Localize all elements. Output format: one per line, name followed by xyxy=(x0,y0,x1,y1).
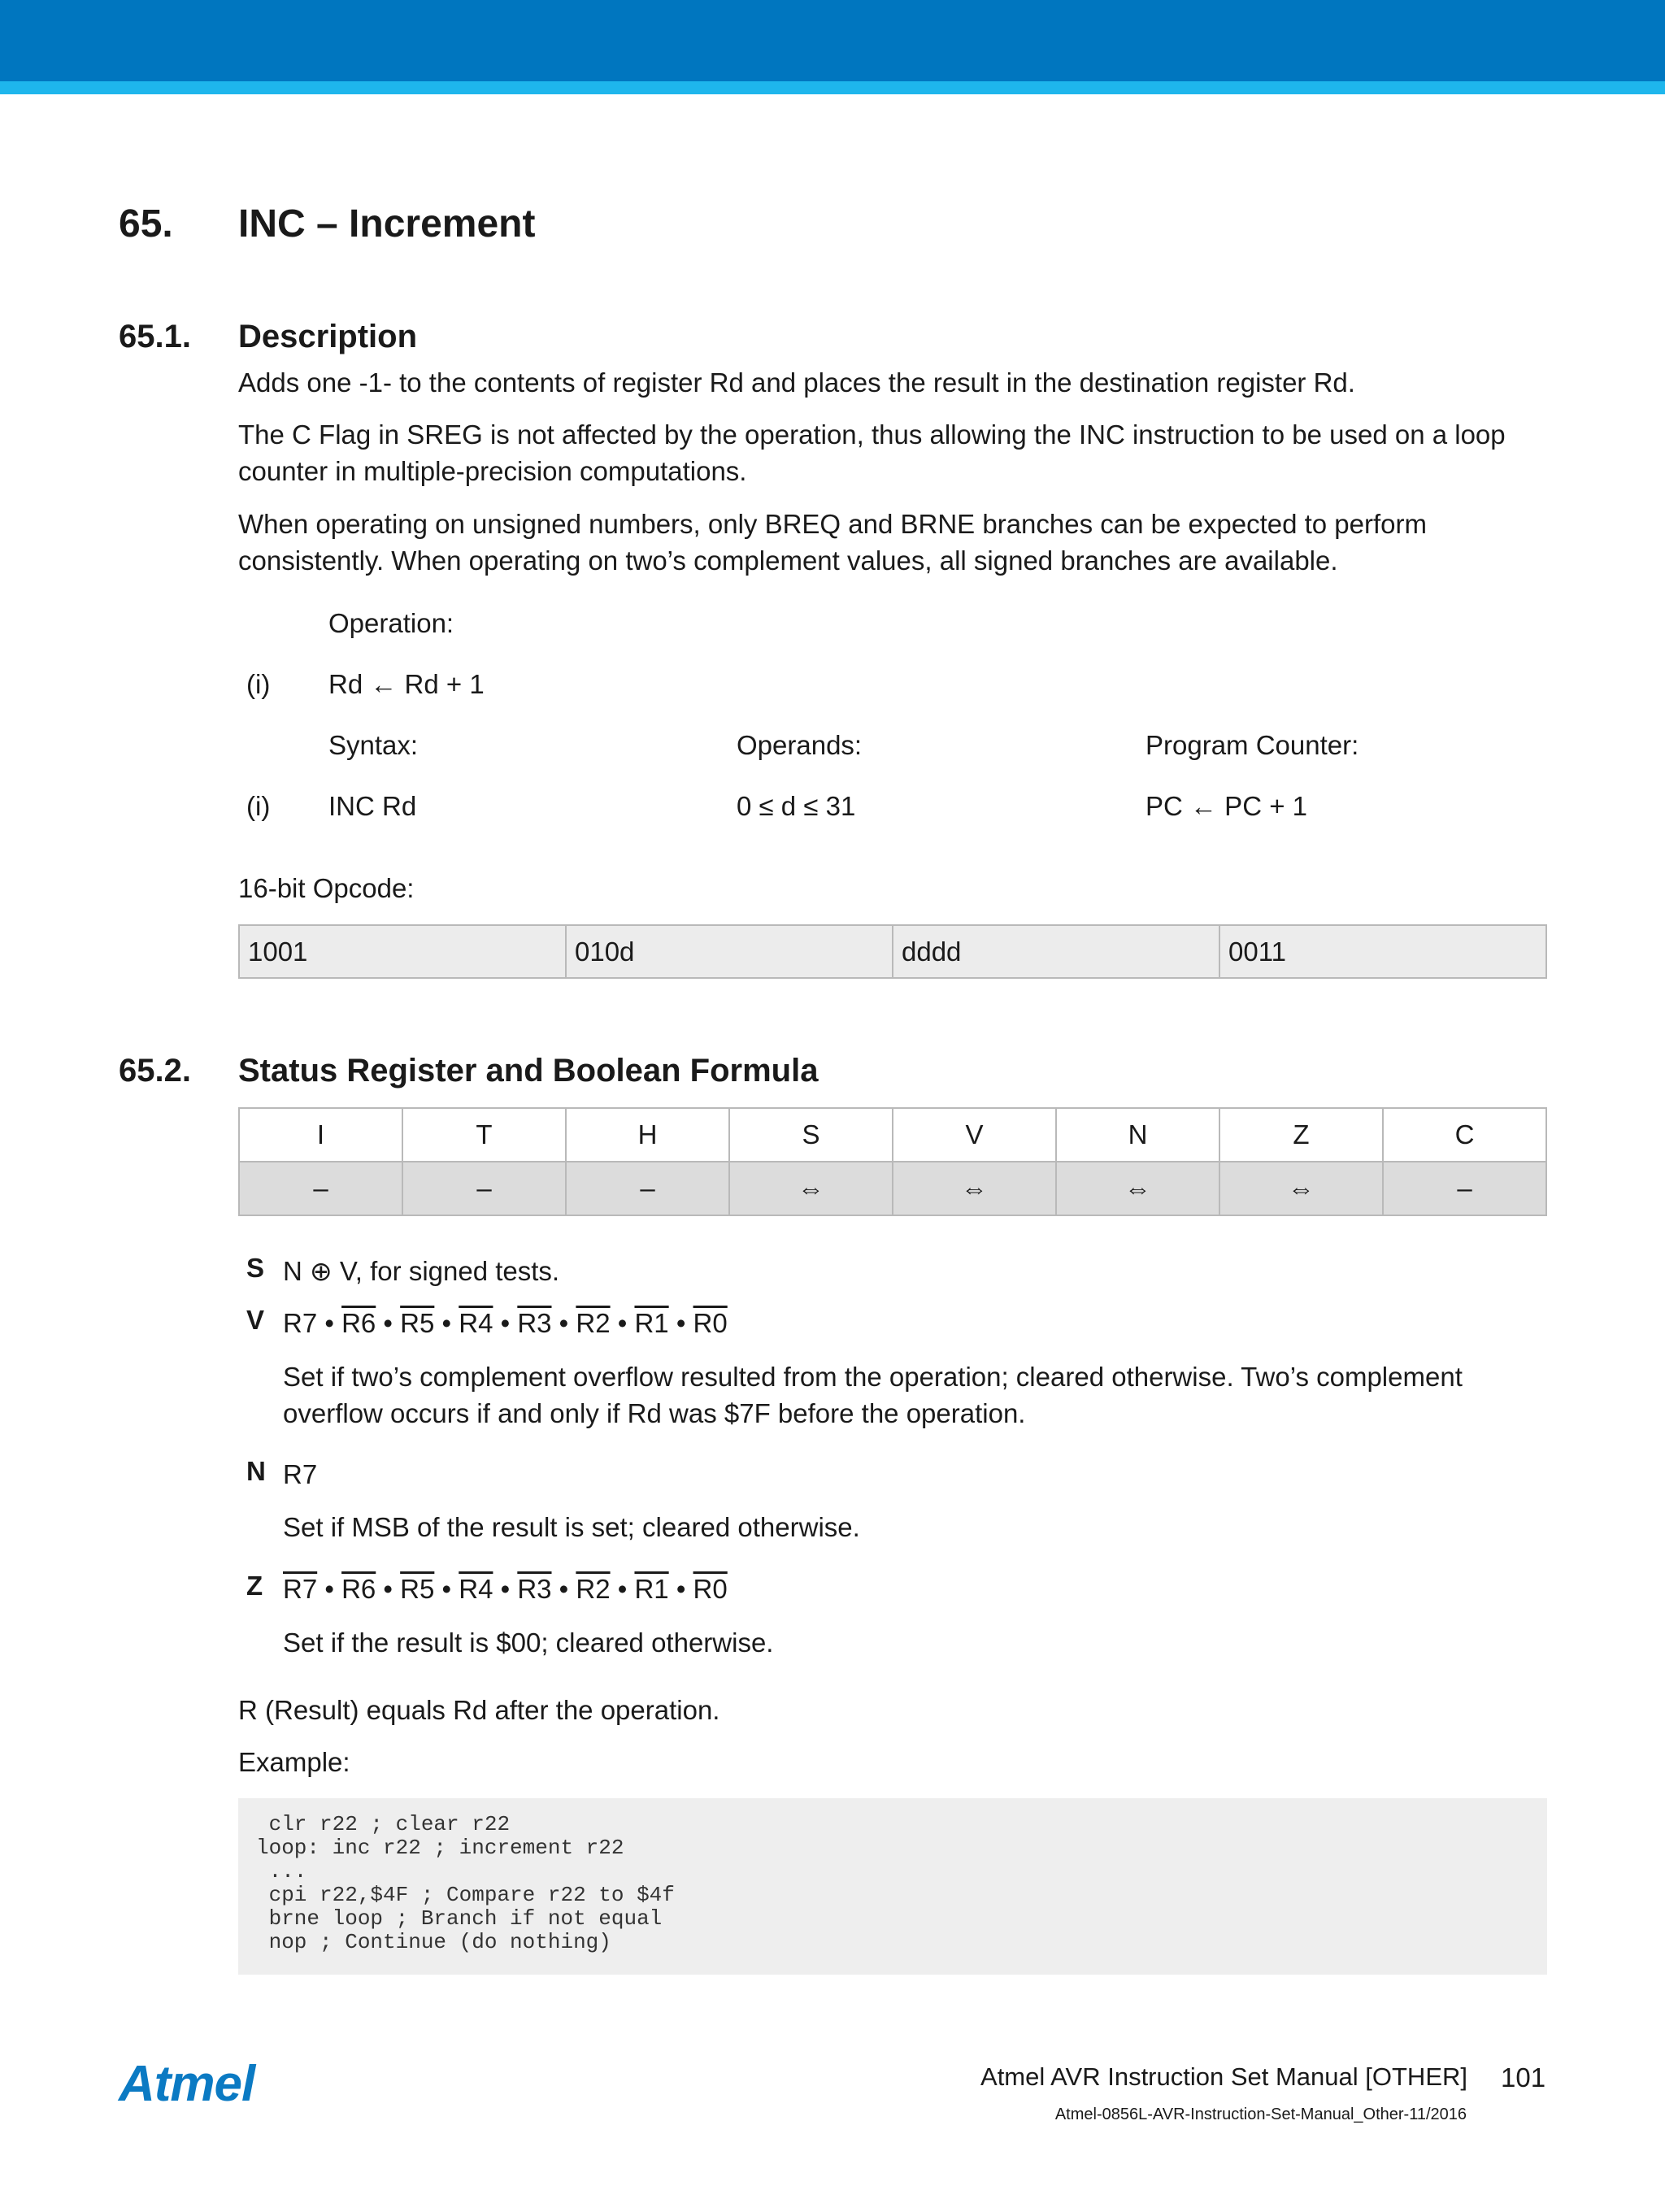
formula-term: R7 xyxy=(283,1308,318,1338)
syntax-label: Syntax: xyxy=(328,730,419,760)
flag-header: I xyxy=(239,1108,402,1162)
section-title: INC – Increment xyxy=(238,202,536,246)
flag-v-formula: R7 • R6 • R5 • R4 • R3 • R2 • R1 • R0 xyxy=(283,1308,728,1338)
formula-term-negated: R4 xyxy=(459,1574,493,1604)
description-paragraph-2: The C Flag in SREG is not affected by the operation, thus allowing the INC instruction to be used on a loop counter in multiple-precision computations. xyxy=(238,419,1506,486)
flag-header: H xyxy=(566,1108,729,1162)
flag-v-description: Set if two’s complement overflow resulted from the operation; cleared otherwise. Two’s complement overflow occurs if and only if Rd was $7F before the operation. xyxy=(283,1362,1463,1428)
flag-value: ⇔ xyxy=(1056,1162,1219,1215)
flag-header: S xyxy=(729,1108,893,1162)
flag-value: – xyxy=(566,1162,729,1215)
formula-term-negated: R6 xyxy=(341,1574,376,1604)
operands-value: 0 ≤ d ≤ 31 xyxy=(737,791,856,821)
flag-z-formula: R7 • R6 • R5 • R4 • R3 • R2 • R1 • R0 xyxy=(283,1574,728,1604)
description-paragraph-3: When operating on unsigned numbers, only BREQ and BRNE branches can be expected to perform consistently. When operating on two’s complement values, all signed branches are available. xyxy=(238,509,1428,576)
flag-v-letter: V xyxy=(246,1305,265,1335)
footer-manual-title: Atmel AVR Instruction Set Manual [OTHER] xyxy=(980,2062,1467,2091)
opcode-table xyxy=(238,924,1547,979)
formula-term-negated: R0 xyxy=(693,1308,728,1338)
flag-z-letter: Z xyxy=(246,1571,263,1601)
formula-term-negated: R7 xyxy=(283,1574,318,1604)
flag-value: ⇔ xyxy=(729,1162,893,1215)
opcode-cell: 010d xyxy=(566,925,893,978)
program-counter-label: Program Counter: xyxy=(1146,730,1359,760)
formula-term-negated: R5 xyxy=(400,1574,435,1604)
flag-header: N xyxy=(1056,1108,1219,1162)
operands-label: Operands: xyxy=(737,730,863,760)
formula-term-negated: R3 xyxy=(517,1574,552,1604)
subsection-number-description: 65.1. xyxy=(119,319,191,354)
flag-n-description: Set if MSB of the result is set; cleared otherwise. xyxy=(283,1512,860,1542)
code-text: clr r22 ; clear r22 loop: inc r22 ; increment r22 ... cpi r22,$4F ; Compare r22 to $4f brne loop ; Branch if not equal nop ; Continue (do nothing) xyxy=(256,1812,675,1954)
formula-term-negated: R2 xyxy=(576,1308,611,1338)
example-label: Example: xyxy=(238,1747,350,1777)
opcode-cell: 1001 xyxy=(239,925,566,978)
flag-header: V xyxy=(893,1108,1056,1162)
subsection-number-status: 65.2. xyxy=(119,1053,191,1089)
formula-term-negated: R5 xyxy=(400,1308,435,1338)
formula-term-negated: R6 xyxy=(341,1308,376,1338)
subsection-title-status: Status Register and Boolean Formula xyxy=(238,1053,819,1089)
flag-value: – xyxy=(402,1162,566,1215)
program-counter-value: PC ← PC + 1 xyxy=(1146,791,1307,821)
footer-page-number: 101 xyxy=(1501,2062,1546,2092)
operation-formula: Rd ← Rd + 1 xyxy=(328,669,485,699)
flag-header: T xyxy=(402,1108,566,1162)
subsection-title-description: Description xyxy=(238,319,418,354)
operation-index: (i) xyxy=(246,669,271,699)
status-register-table xyxy=(238,1107,1547,1216)
flag-value: ⇔ xyxy=(893,1162,1056,1215)
opcode-cell: 0011 xyxy=(1219,925,1546,978)
formula-term-negated: R1 xyxy=(634,1574,669,1604)
flag-n-formula: R7 xyxy=(283,1459,318,1489)
header-stripe xyxy=(0,81,1665,94)
atmel-logo: Atmel xyxy=(119,2056,255,2112)
section-number: 65. xyxy=(119,202,173,246)
formula-term-negated: R3 xyxy=(517,1308,552,1338)
flag-n-letter: N xyxy=(246,1456,266,1486)
flag-header: C xyxy=(1383,1108,1546,1162)
code-example xyxy=(238,1798,1547,1975)
syntax-index: (i) xyxy=(246,791,271,821)
formula-term-negated: R1 xyxy=(634,1308,669,1338)
syntax-value: INC Rd xyxy=(328,791,417,821)
header-banner xyxy=(0,0,1665,81)
formula-term-negated: R0 xyxy=(693,1574,728,1604)
flag-value: ⇔ xyxy=(1219,1162,1383,1215)
flag-value: – xyxy=(239,1162,402,1215)
opcode-cell: dddd xyxy=(893,925,1219,978)
description-paragraph-1: Adds one -1- to the contents of register Rd and places the result in the destination register Rd. xyxy=(238,367,1355,398)
flag-value: – xyxy=(1383,1162,1546,1215)
flag-z-description: Set if the result is $00; cleared otherwise. xyxy=(283,1627,774,1658)
operation-label: Operation: xyxy=(328,608,454,638)
formula-term-negated: R2 xyxy=(576,1574,611,1604)
flag-header: Z xyxy=(1219,1108,1383,1162)
result-note: R (Result) equals Rd after the operation. xyxy=(238,1695,720,1725)
footer-document-id: Atmel-0856L-AVR-Instruction-Set-Manual_Other-11/2016 xyxy=(1054,2106,1467,2123)
formula-term-negated: R4 xyxy=(459,1308,493,1338)
flag-s-formula: N ⊕ V, for signed tests. xyxy=(283,1256,560,1286)
flag-s-letter: S xyxy=(246,1253,265,1283)
opcode-label: 16-bit Opcode: xyxy=(238,873,415,903)
